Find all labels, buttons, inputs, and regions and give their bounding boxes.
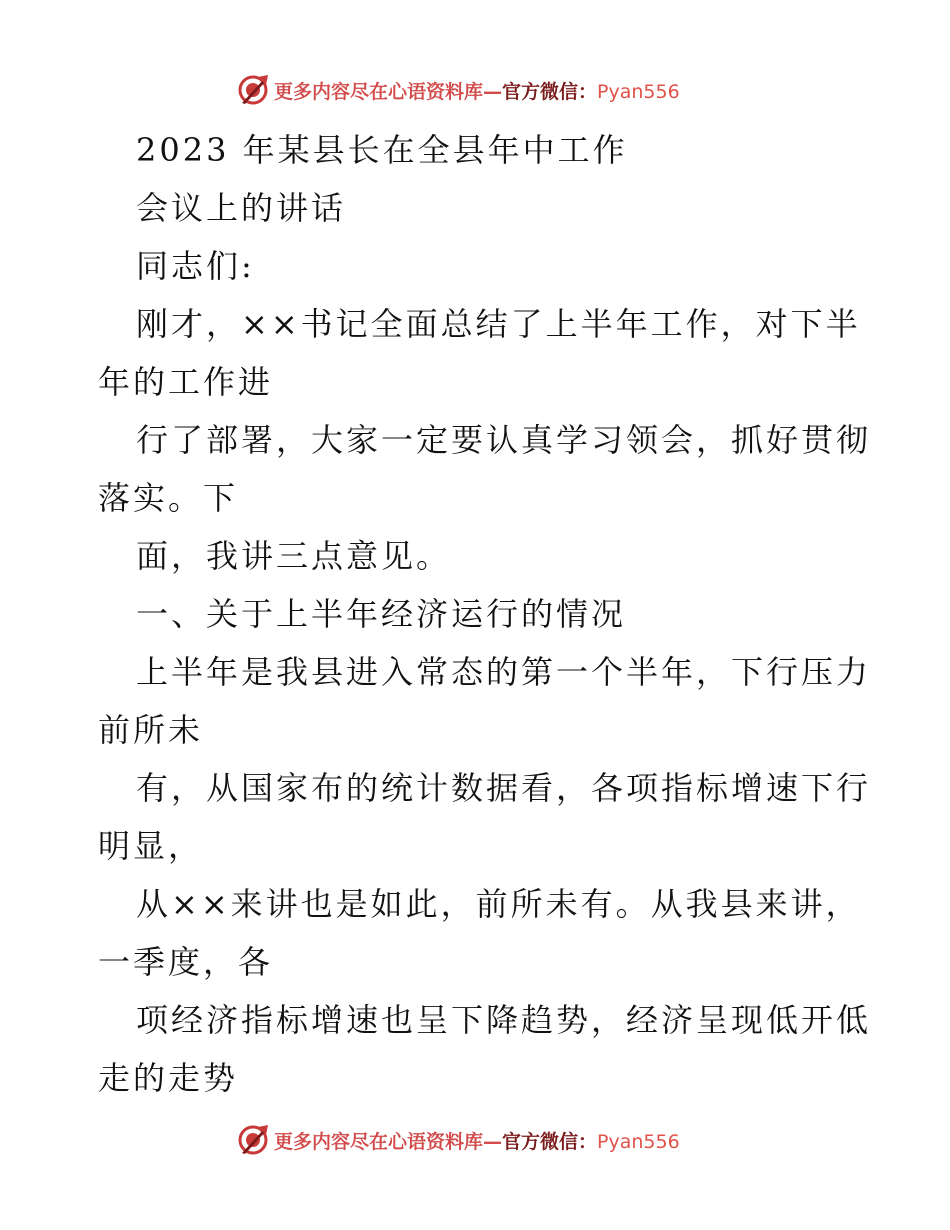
paragraph-line: 一、关于上半年经济运行的情况 [136, 595, 627, 633]
watermark-main: 更多内容尽在心语资料库 [274, 1130, 484, 1153]
paragraph-line: 同志们: [136, 247, 255, 285]
paragraph-line: 行了部署，大家一定要认真学习领会，抓好贯彻 [136, 421, 872, 459]
watermark-separator: — [483, 80, 503, 103]
paragraph-line: 会议上的讲话 [136, 189, 347, 227]
watermark-text [274, 1127, 680, 1154]
document-body [98, 121, 872, 1107]
watermark-label: 官方微信： [502, 80, 598, 103]
paragraph-line: 项经济指标增速也呈下降趋势，经济呈现低开低 [136, 1001, 872, 1039]
paragraph-line: 刚才，××书记全面总结了上半年工作，对下半 [136, 305, 861, 343]
paragraph-line: 面，我讲三点意见。 [136, 537, 452, 575]
paragraph-line: 有，从国家布的统计数据看，各项指标增速下行 [136, 769, 872, 807]
paragraph-line: 落实。下 [98, 479, 239, 517]
paragraph-line: 上半年是我县进入常态的第一个半年，下行压力 [136, 653, 872, 691]
paragraph-line: 走的走势 [98, 1059, 239, 1097]
paragraph-line: 年的工作进 [98, 363, 274, 401]
watermark-separator: — [483, 1130, 503, 1153]
quill-logo-icon [236, 73, 270, 107]
paragraph-line: 一季度，各 [98, 943, 274, 981]
watermark-main: 更多内容尽在心语资料库 [274, 80, 484, 103]
footer-watermark [236, 1122, 680, 1158]
paragraph-line: 明显， [98, 827, 204, 865]
paragraph-line: 从××来讲也是如此，前所未有。从我县来讲， [136, 885, 861, 923]
watermark-label: 官方微信： [502, 1130, 598, 1153]
watermark-text [274, 77, 680, 104]
quill-logo-icon [236, 1123, 270, 1157]
paragraph-line: 前所未 [98, 711, 204, 749]
header-watermark [236, 72, 680, 108]
watermark-id: Pyan556 [597, 80, 680, 103]
paragraph-line: 2023 年某县长在全县年中工作 [136, 131, 628, 169]
watermark-id: Pyan556 [597, 1130, 680, 1153]
